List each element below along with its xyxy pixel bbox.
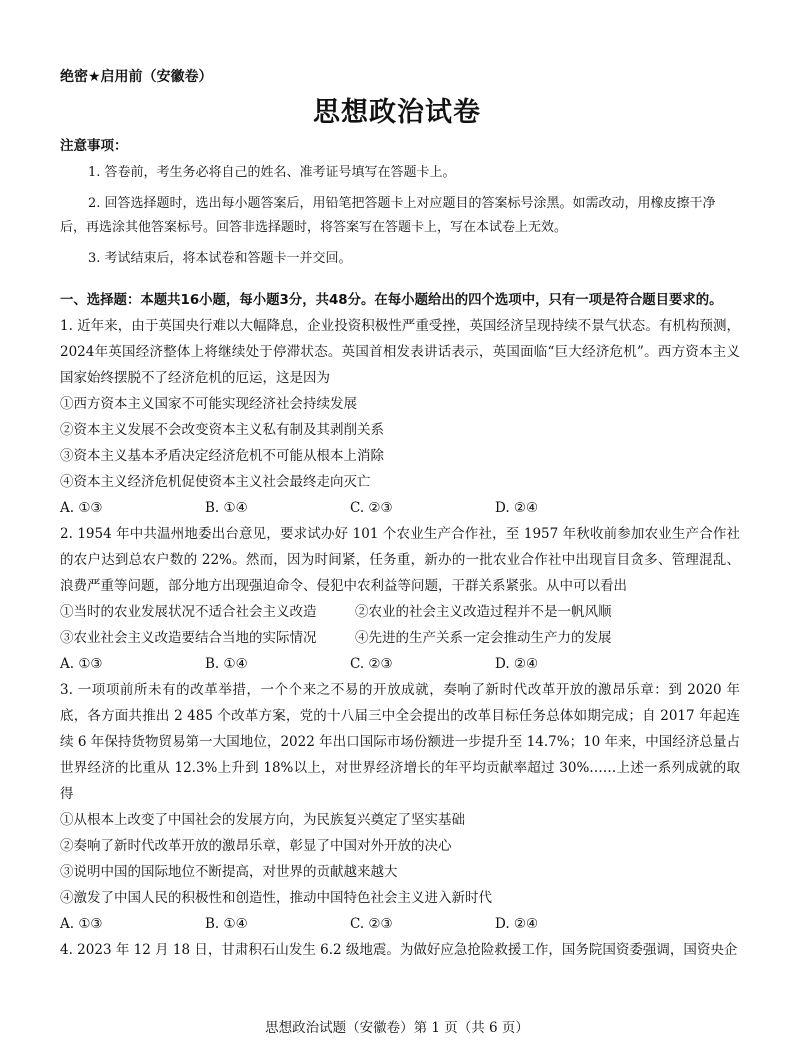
option-b: B. ①④ [205, 500, 248, 516]
statement: ②奏响了新时代改革开放的激昂乐章，彰显了中国对外开放的决心 [60, 838, 452, 854]
question-1 [60, 313, 740, 521]
statement: ④激发了中国人民的积极性和创造性，推动中国特色社会主义进入新时代 [60, 890, 492, 906]
question-stem: 1. 近年来，由于英国央行难以大幅降息，企业投资积极性严重受挫，英国经济呈现持续不景气状态。有机构预测，2024年英国经济整体上将继续处于停滞状态。英国首相发表讲话表示，英国面临“巨大经济危机”。西方资本主义国家始终摆脱不了经济危机的厄运，这是因为 [60, 318, 740, 386]
statement-row [60, 599, 740, 625]
question-3 [60, 677, 740, 937]
note-item: 3. 考试结束后，将本试卷和答题卡一并交回。 [88, 251, 352, 266]
option-c: C. ②③ [350, 916, 393, 932]
question-2 [60, 521, 740, 677]
page-footer: 思想政治试题（安徽卷）第 1 页（共 6 页） [265, 1020, 529, 1036]
statement: ①从根本上改变了中国社会的发展方向，为民族复兴奠定了坚实基础 [60, 812, 465, 828]
statement: ④先进的生产关系一定会推动生产力的发展 [355, 630, 612, 646]
statement: ②农业的社会主义改造过程并不是一帆风顺 [355, 604, 612, 620]
option-a: A. ①③ [60, 656, 103, 672]
note-item: 1. 答卷前，考生务必将自己的姓名、准考证号填写在答题卡上。 [88, 165, 456, 180]
questions-list [60, 313, 740, 963]
option-a: A. ①③ [60, 500, 103, 516]
question-stem: 4. 2023 年 12 月 18 日，甘肃积石山发生 6.2 级地震。为做好应急抢险救援工作，国务院国资委强调，国资央企 [60, 942, 738, 958]
note-item: 2. 回答选择题时，选出每小题答案后，用铅笔把答题卡上对应题目的答案标号涂黑。如需改动，用橡皮擦干净后，再选涂其他答案标号。回答非选择题时，将答案写在答题卡上，写在本试卷上无效。 [60, 196, 716, 235]
question-stem: 3. 一项项前所未有的改革举措，一个个来之不易的开放成就，奏响了新时代改革开放的激昂乐章：到 2020 年底，各方面共推出 2 485 个改革方案，党的十八届三中全会提出的改革目标任务总体如期完成；自 2017 年起连续 6 年保持货物贸易第一大国地位，2022 年出口国际市场份额进一步提升至 14.7%；10 年来，中国经济总量占世界经济的比重从 12.3%上升到 18%以上，对世界经济增长的年平均贡献率超过 30%……上述一系列成就的取得 [60, 682, 740, 802]
option-d: D. ②④ [495, 916, 539, 932]
statement: ①当时的农业发展状况不适合社会主义改造 [60, 604, 317, 620]
option-b: B. ①④ [205, 916, 248, 932]
statement: ③说明中国的国际地位不断提高，对世界的贡献越来越大 [60, 864, 398, 880]
option-d: D. ②④ [495, 500, 539, 516]
page-title: 思想政治试卷 [313, 97, 481, 128]
statement: ③农业社会主义改造要结合当地的实际情况 [60, 630, 317, 646]
notes-block [60, 134, 740, 278]
statement: ②资本主义发展不会改变资本主义私有制及其剥削关系 [60, 422, 384, 438]
answer-options [60, 651, 740, 677]
confidential-label: 绝密★启用前（安徽卷） [60, 69, 213, 85]
question-4 [60, 937, 740, 963]
option-b: B. ①④ [205, 656, 248, 672]
question-stem: 2. 1954 年中共温州地委出台意见，要求试办好 101 个农业生产合作社，至 1957 年秋收前参加农业生产合作社的农户达到总农户数的 22%。然而，因为时间紧，任务重，新办的一批农业合作社中出现盲目贪多、管理混乱、浪费严重等问题，部分地方出现强迫命令、侵犯中农利益等问题，干群关系紧张。从中可以看出 [60, 526, 740, 594]
option-d: D. ②④ [495, 656, 539, 672]
option-c: C. ②③ [350, 500, 393, 516]
answer-options [60, 911, 740, 937]
statement: ③资本主义基本矛盾决定经济危机不可能从根本上消除 [60, 448, 384, 464]
option-a: A. ①③ [60, 916, 103, 932]
answer-options [60, 495, 740, 521]
notes-heading: 注意事项： [60, 138, 128, 154]
option-c: C. ②③ [350, 656, 393, 672]
statement: ①西方资本主义国家不可能实现经济社会持续发展 [60, 396, 357, 412]
statement: ④资本主义经济危机促使资本主义社会最终走向灭亡 [60, 474, 371, 490]
statement-row [60, 625, 740, 651]
section-heading: 一、选择题：本题共16小题，每小题3分，共48分。在每小题给出的四个选项中，只有一项是符合题目要求的。 [60, 293, 723, 308]
